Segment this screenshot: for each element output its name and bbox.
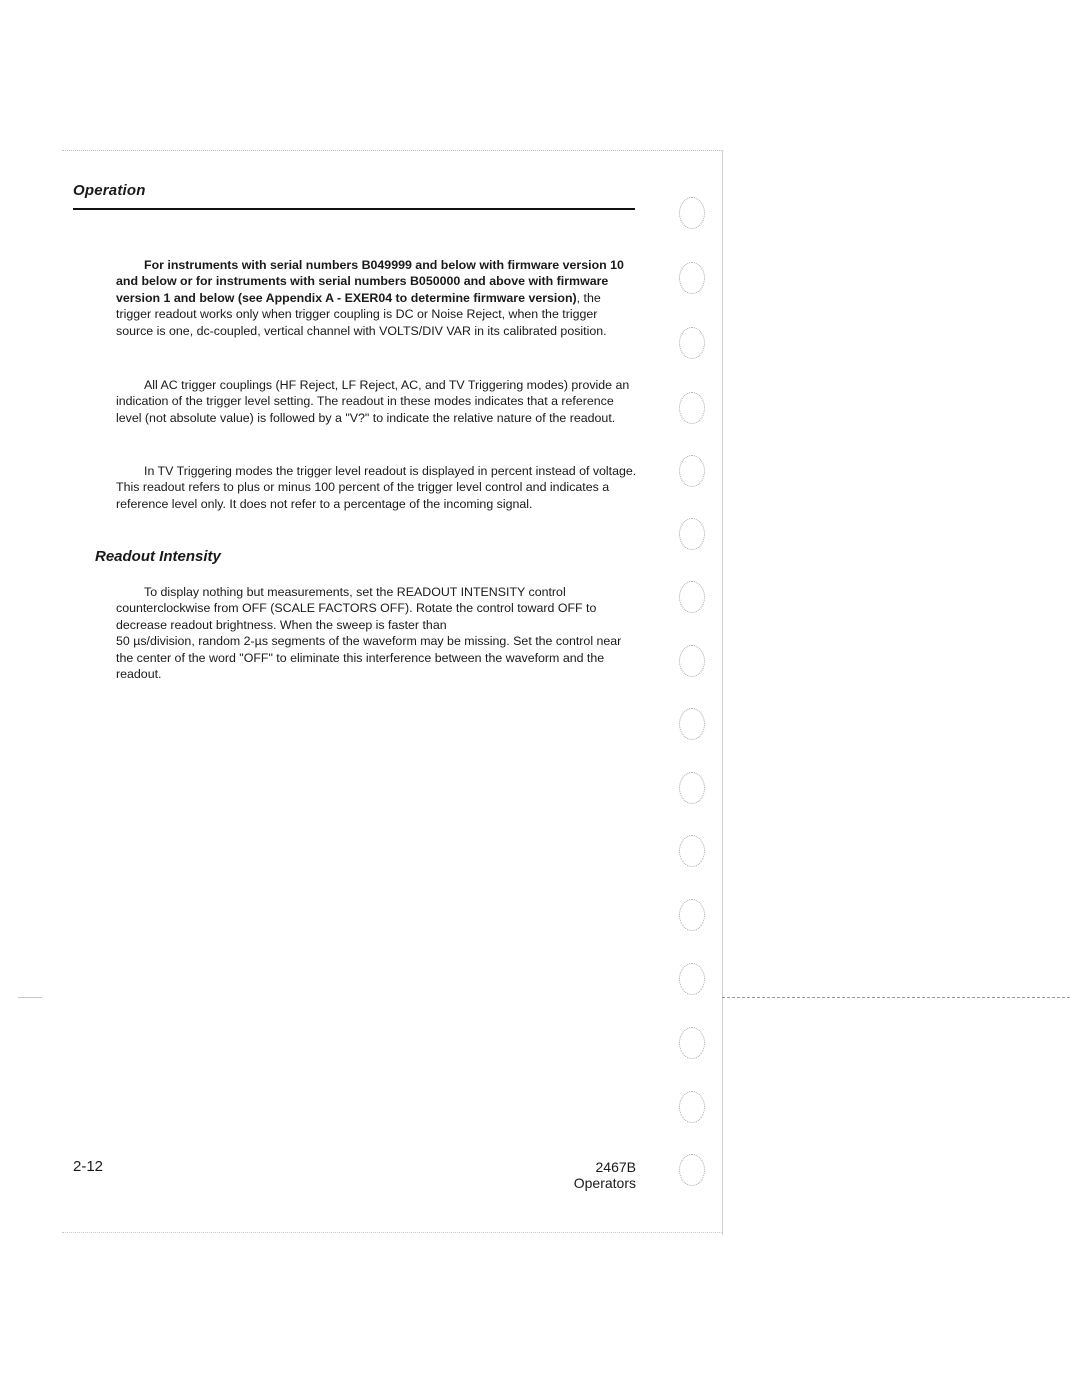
paragraph-firmware-note <box>116 257 638 339</box>
binder-hole-icon <box>679 518 705 550</box>
paragraph-readout-intensity <box>116 584 638 682</box>
scan-fold-mark <box>18 997 42 998</box>
binder-hole-icon <box>679 1027 705 1059</box>
running-head: Operation <box>73 182 146 199</box>
binder-hole-icon <box>679 262 705 294</box>
scan-edge-top <box>62 150 722 151</box>
readout-intensity-line-2: 50 µs/division, random 2-µs segments of the waveform may be missing. Set the control near the center of the word "OFF" to eliminate this interference between the waveform and the readout. <box>116 634 622 682</box>
paragraph-tv-triggering: In TV Triggering modes the trigger level readout is displayed in percent instead of voltage. This readout refers to plus or minus 100 percent of the trigger level control and indicates a reference level only. It does not refer to a percentage of the incoming signal. <box>116 464 637 511</box>
readout-intensity-line-1: To display nothing but measurements, set the READOUT INTENSITY control counterclockwise from OFF (SCALE FACTORS OFF). Rotate the control toward OFF to decrease readout brightness. When the sweep is faster than <box>116 585 597 632</box>
binder-hole-icon <box>679 899 705 931</box>
scan-edge-right <box>722 150 723 1235</box>
binder-hole-icon <box>679 708 705 740</box>
binder-hole-icon <box>679 1091 705 1123</box>
binder-hole-icon <box>679 772 705 804</box>
binder-hole-icon <box>679 963 705 995</box>
binder-hole-icon <box>679 327 705 359</box>
binder-hole-icon <box>679 835 705 867</box>
binder-hole-icon <box>679 455 705 487</box>
binder-hole-icon <box>679 197 705 229</box>
binder-hole-icon <box>679 645 705 677</box>
firmware-note-rest: , the trigger readout works only when trigger coupling is DC or Noise Reject, when the trigger source is one, dc-coupled, vertical channel with VOLTS/DIV VAR in its calibrated position. <box>116 290 607 338</box>
paragraph-ac-couplings: All AC trigger couplings (HF Reject, LF Reject, AC, and TV Triggering modes) provide an indication of the trigger level setting. The readout in these modes indicates that a reference level (not absolute value) is followed by a "V?" to indicate the relative nature of the readout. <box>116 378 630 425</box>
page-number: 2-12 <box>73 1158 104 1175</box>
binder-hole-icon <box>679 392 705 424</box>
binder-hole-icon <box>679 1154 705 1186</box>
firmware-note-bold: For instruments with serial numbers B049999 and below with firmware version 10 and below or for instruments with serial numbers B050000 and above with firmware version 1 and below (see Appendix A - EXER04 to determine firmware version) <box>116 258 624 305</box>
header-rule <box>73 208 635 210</box>
scan-edge-bottom <box>62 1232 722 1233</box>
manual-title: 2467B Operators <box>573 1159 636 1191</box>
scan-fold-line <box>722 997 1070 998</box>
section-heading: Readout Intensity <box>95 548 221 565</box>
binder-hole-icon <box>679 581 705 613</box>
